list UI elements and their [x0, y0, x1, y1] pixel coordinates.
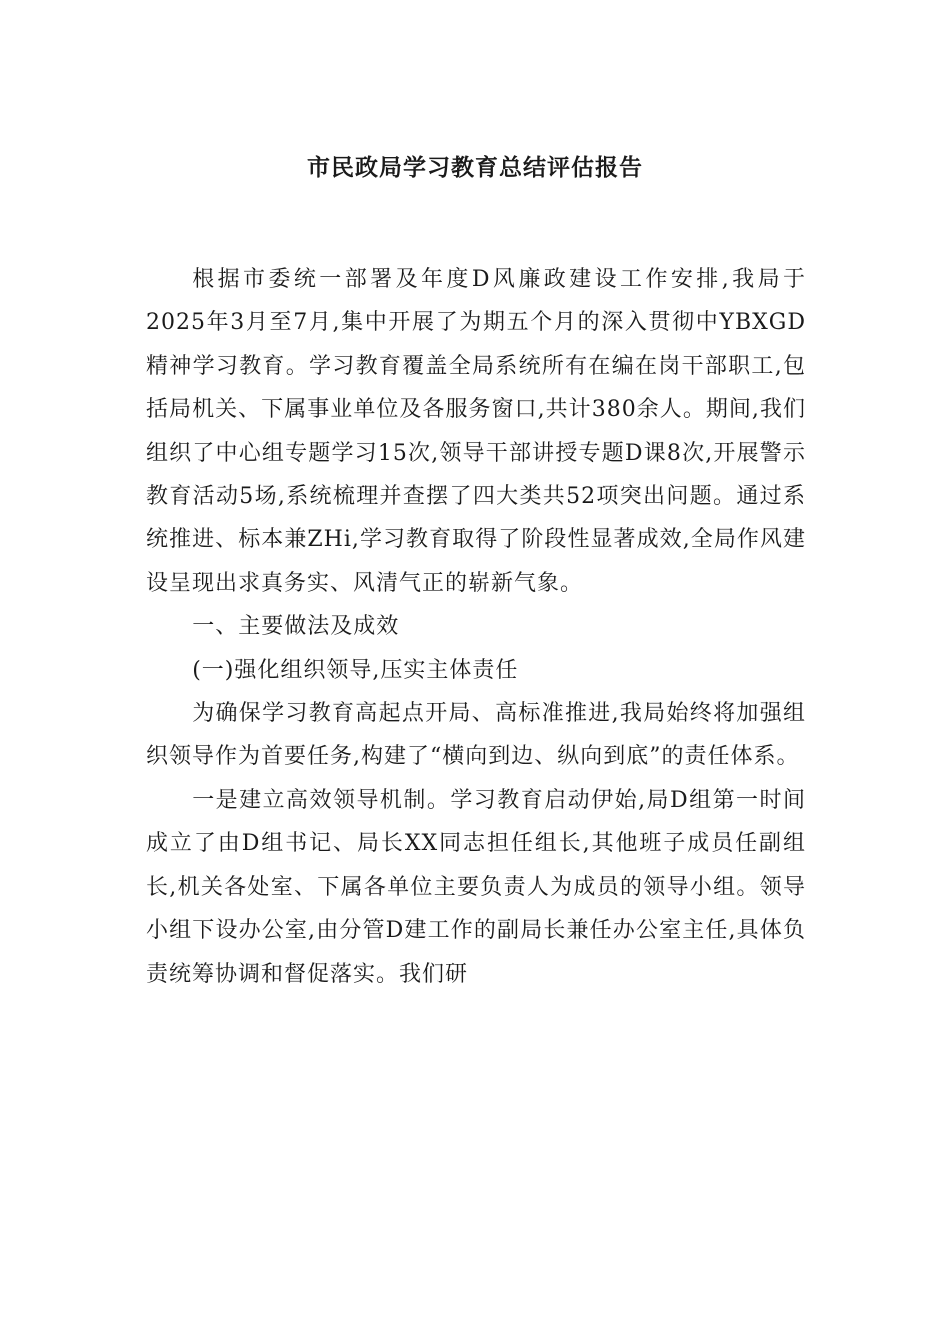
subsection-heading-1: (一)强化组织领导,压实主体责任 [192, 657, 519, 683]
document-title: 市民政局学习教育总结评估报告 [307, 154, 643, 181]
subsection-paragraph-1: 为确保学习教育高起点开局、高标准推进,我局始终将加强组织领导作为首要任务,构建了“横向到边、纵向到底”的责任体系。 [146, 701, 806, 770]
section-heading-1: 一、主要做法及成效 [192, 614, 400, 640]
intro-paragraph: 根据市委统一部署及年度D风廉政建设工作安排,我局于2025年3月至7月,集中开展了为期五个月的深入贯彻中YBXGD精神学习教育。学习教育覆盖全局系统所有在编在岗干部职工,包括局机关、下属事业单位及各服务窗口,共计380余人。期间,我们组织了中心组专题学习15次,领导干部讲授专题D课8次,开展警示教育活动5场,系统梳理并查摆了四大类共52项突出问题。通过系统推进、标本兼ZHi,学习教育取得了阶段性显著成效,全局作风建设呈现出求真务实、风清气正的崭新气象。 [146, 267, 806, 596]
subsection-paragraph-2: 一是建立高效领导机制。学习教育启动伊始,局D组第一时间成立了由D组书记、局长XX同志担任组长,其他班子成员任副组长,机关各处室、下属各单位主要负责人为成员的领导小组。领导小组下设办公室,由分管D建工作的副局长兼任办公室主任,具体负责统筹协调和督促落实。我们研 [146, 787, 806, 987]
document-body [146, 258, 806, 996]
